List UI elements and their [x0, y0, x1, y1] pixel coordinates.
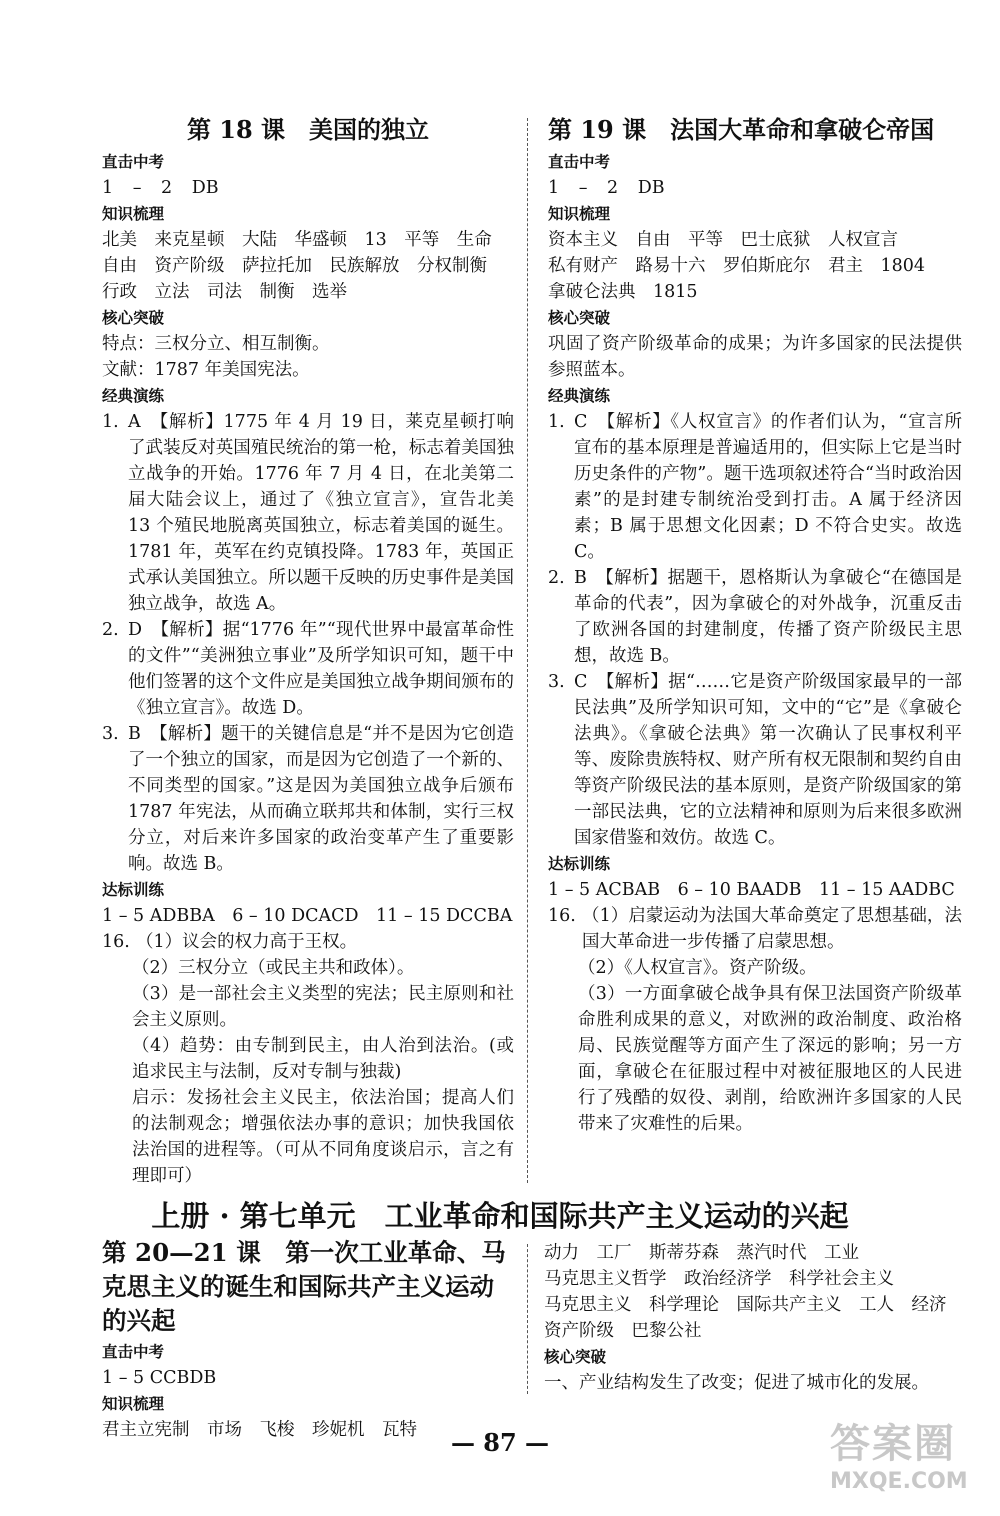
zhiji-answer: 1 – 2 DB: [102, 178, 219, 198]
zhishi-line: 君主立宪制 市场 飞梭 珍妮机 瓦特: [102, 1420, 417, 1440]
exercise-item: [548, 409, 962, 565]
exercise-item: [548, 669, 962, 851]
lesson-20-21-column: [102, 1236, 514, 1443]
dabiao-answers: 1 – 5 ADBBA 6 – 10 DCACD 11 – 15 DCCBA: [102, 906, 513, 926]
zhishi-line: 马克思主义 科学理论 国际共产主义 工人 经济: [544, 1295, 947, 1315]
section-heading-dabiao: 达标训练: [548, 855, 611, 873]
question-16-part: （2）三权分立（或民主共和政体）。: [132, 958, 415, 978]
zhishi-line: 北美 来克星顿 大陆 华盛顿 13 平等 生命: [102, 230, 492, 250]
section-heading-zhishi: 知识梳理: [548, 205, 611, 223]
watermark-url: MXQE.COM: [830, 1469, 968, 1494]
dabiao-answers: 1 – 5 ACBAB 6 – 10 BAADB 11 – 15 AADBC: [548, 880, 955, 900]
lesson-19-column: [548, 112, 962, 1137]
lesson-19-title: 第 19 课 法国大革命和拿破仑帝国: [548, 115, 935, 144]
zhishi-line: 私有财产 路易十六 罗伯斯庇尔 君主 1804: [548, 256, 926, 276]
page-number: — 87 —: [450, 1428, 550, 1457]
question-16-part: （4）趋势：由专制到民主，由人治到法治。(或追求民主与法制，反对专制与独裁): [132, 1036, 514, 1082]
watermark-logo-text: 答案圈: [830, 1421, 956, 1467]
section-heading-zhishi: 知识梳理: [102, 1395, 165, 1413]
hexin-text: 一、产业结构发生了改变；促进了城市化的发展。: [544, 1373, 929, 1393]
question-16: [548, 903, 962, 955]
question-16-part: 启示：发扬社会主义民主，依法治国；提高人们的法制观念；增强依法办事的意识；加快我国依法治国的进程等。（可从不同角度谈启示，言之有理即可）: [132, 1088, 514, 1186]
question-16: [102, 929, 514, 955]
section-heading-hexin: 核心突破: [548, 309, 611, 327]
exercise-number: 2.: [102, 620, 119, 640]
lesson-18-column: [102, 112, 514, 1189]
zhishi-line: 拿破仑法典 1815: [548, 282, 698, 302]
lesson-20-21-continued: [544, 1240, 964, 1396]
question-16-part: （2）《人权宣言》。资产阶级。: [578, 958, 817, 978]
exercise-item: [102, 617, 514, 721]
column-divider: [527, 118, 528, 1183]
exercise-number: 1.: [548, 412, 565, 432]
exercise-number: 3.: [548, 672, 565, 692]
section-heading-zhiji: 直击中考: [102, 1343, 165, 1361]
question-16-part: （3）一方面拿破仑战争具有保卫法国资产阶级革命胜利成果的意义，对欧洲的政治制度、政治格局、民族觉醒等方面产生了深远的影响；另一方面，拿破仑在征服过程中对被征服地区的人民进行了残酷的奴役、剥削，给欧洲许多国家的人民带来了灾难性的后果。: [578, 984, 962, 1134]
question-number: 16.: [102, 932, 130, 952]
zhishi-line: 行政 立法 司法 制衡 选举: [102, 282, 347, 302]
exercise-text: B 【解析】据题干，恩格斯认为拿破仑“在德国是革命的代表”，因为拿破仑的对外战争，沉重反击了欧洲各国的封建制度，传播了资产阶级民主思想，故选 B。: [574, 568, 962, 666]
zhishi-line: 资本主义 自由 平等 巴士底狱 人权宣言: [548, 230, 898, 250]
lesson-20-21-title: 第 20—21 课 第一次工业革命、马克思主义的诞生和国际共产主义运动的兴起: [102, 1238, 506, 1335]
exercise-text: C 【解析】《人权宣言》的作者们认为，“宣言所宣布的基本原理是普遍适用的，但实际上它是当时历史条件的产物”。题干选项叙述符合“当时政治因素”的是封建专制统治受到打击。A 属于经济因素；B 属于思想文化因素；D 不符合史实。故选 C。: [574, 412, 962, 562]
exercise-text: C 【解析】据“……它是资产阶级国家最早的一部民法典”及所学知识可知，文中的“它”是《拿破仑法典》。《拿破仑法典》第一次确认了民事权利平等、废除贵族特权、财产所有权无限制和契约自由等资产阶级民法的基本原则，是资产阶级国家的第一部民法典，它的立法精神和原则为后来很多欧洲国家借鉴和效仿。故选 C。: [574, 672, 962, 848]
exercise-text: B 【解析】题干的关键信息是“并不是因为它创造了一个独立的国家，而是因为它创造了一个新的、不同类型的国家。”这是因为美国独立战争后颁布 1787 年宪法，从而确立联邦共和体制，实行三权分立，对后来许多国家的政治变革产生了重要影响。故选 B。: [128, 724, 514, 874]
exercise-text: D 【解析】据“1776 年”“现代世界中最富革命性的文件”“美洲独立事业”及所学知识可知，题干中他们签署的这个文件应是美国独立战争期间颁布的《独立宣言》。故选 D。: [128, 620, 514, 718]
question-16-part: （1）启蒙运动为法国大革命奠定了思想基础，法国大革命进一步传播了启蒙思想。: [582, 906, 962, 952]
section-heading-hexin: 核心突破: [544, 1348, 607, 1366]
hexin-line: 特点：三权分立、相互制衡。: [102, 334, 330, 354]
zhishi-line: 自由 资产阶级 萨拉托加 民族解放 分权制衡: [102, 256, 487, 276]
exercise-item: [102, 409, 514, 617]
section-heading-zhiji: 直击中考: [548, 153, 611, 171]
section-heading-zhishi: 知识梳理: [102, 205, 165, 223]
question-16-part: （3）是一部社会主义类型的宪法；民主原则和社会主义原则。: [132, 984, 514, 1030]
zhiji-answer: 1 – 5 CCBDB: [102, 1368, 217, 1388]
exercise-number: 3.: [102, 724, 119, 744]
section-heading-jingdian: 经典演练: [102, 387, 165, 405]
zhiji-answer: 1 – 2 DB: [548, 178, 665, 198]
section-heading-zhiji: 直击中考: [102, 153, 165, 171]
zhishi-line: 马克思主义哲学 政治经济学 科学社会主义: [544, 1269, 894, 1289]
zhishi-line: 动力 工厂 斯蒂芬森 蒸汽时代 工业: [544, 1243, 859, 1263]
question-16-part: （1）议会的权力高于王权。: [136, 932, 358, 952]
zhishi-line: 资产阶级 巴黎公社: [544, 1321, 702, 1341]
section-heading-jingdian: 经典演练: [548, 387, 611, 405]
lesson-18-title: 第 18 课 美国的独立: [186, 115, 430, 144]
exercise-number: 2.: [548, 568, 565, 588]
section-heading-dabiao: 达标训练: [102, 881, 165, 899]
section-heading-hexin: 核心突破: [102, 309, 165, 327]
exercise-item: [548, 565, 962, 669]
unit-title: 上册 · 第七单元 工业革命和国际共产主义运动的兴起: [151, 1199, 849, 1233]
exercise-text: A 【解析】1775 年 4 月 19 日，莱克星顿打响了武装反对英国殖民统治的第一枪，标志着美国独立战争的开始。1776 年 7 月 4 日，在北美第二届大陆会议上，通过了《独立宣言》，宣告北美 13 个殖民地脱离英国独立，标志着美国的诞生。1781 年，英军在约克镇投降。1783 年，英国正式承认美国独立。所以题干反映的历史事件是美国独立战争，故选 A。: [128, 412, 514, 614]
question-number: 16.: [548, 906, 576, 926]
exercise-item: [102, 721, 514, 877]
hexin-text: 巩固了资产阶级革命的成果；为许多国家的民法提供参照蓝本。: [548, 334, 962, 380]
watermark-logo: [830, 1420, 990, 1512]
column-divider: [527, 1244, 528, 1394]
exercise-number: 1.: [102, 412, 119, 432]
hexin-line: 文献：1787 年美国宪法。: [102, 360, 310, 380]
